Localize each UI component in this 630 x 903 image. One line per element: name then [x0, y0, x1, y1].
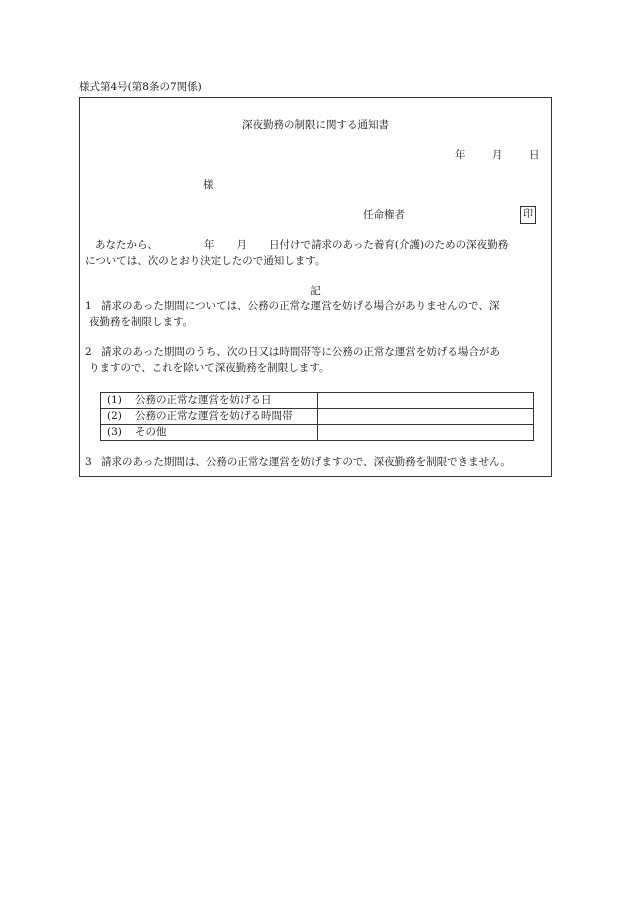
condition-value-cell[interactable] — [318, 409, 534, 425]
item-1-number: 1 — [85, 300, 92, 312]
item-2-number: 2 — [85, 346, 92, 358]
table-row — [101, 409, 534, 425]
date-month-label: 月 — [492, 149, 503, 161]
condition-index: (2) — [107, 410, 122, 422]
condition-label: 公務の正常な運営を妨げる日 — [135, 394, 272, 406]
item-3 — [85, 454, 545, 470]
addressee-suffix: 様 — [203, 179, 214, 191]
intro-prefix: あなたから、 — [95, 239, 158, 251]
table-row — [101, 393, 534, 409]
date-year-label: 年 — [455, 149, 466, 161]
table-row — [101, 425, 534, 441]
item-1 — [85, 298, 545, 330]
condition-label: その他 — [135, 426, 167, 438]
condition-index: (1) — [107, 394, 122, 406]
document-title: 深夜勤務の制限に関する通知書 — [242, 119, 389, 131]
intro-year: 年 — [204, 239, 215, 251]
intro-line-2: については、次のとおり決定したので通知します。 — [85, 255, 326, 267]
condition-index: (3) — [107, 426, 122, 438]
condition-label: 公務の正常な運営を妨げる時間帯 — [135, 410, 293, 422]
intro-suffix: 日付けで請求のあった養育(介護)のための深夜勤務 — [269, 239, 509, 251]
condition-value-cell[interactable] — [318, 425, 534, 441]
form-number: 様式第4号(第8条の7関係) — [79, 81, 202, 93]
item-2-line-2: りますので、これを除いて深夜勤務を制限します。 — [89, 362, 330, 374]
condition-label-cell — [101, 393, 318, 409]
item-3-number: 3 — [85, 456, 92, 468]
intro-month: 月 — [236, 239, 247, 251]
authority-label: 任命権者 — [363, 209, 405, 221]
item-1-line-1: 請求のあった期間については、公務の正常な運営を妨げる場合がありませんので、深 — [101, 300, 500, 312]
seal-box: 印 — [520, 206, 536, 224]
item-2-line-1: 請求のあった期間のうち、次の日又は時間帯等に公務の正常な運営を妨げる場合があ — [101, 346, 500, 358]
conditions-table — [100, 392, 534, 441]
item-2 — [85, 344, 545, 376]
item-3-line-1: 請求のあった期間は、公務の正常な運営を妨げますので、深夜勤務を制限できません。 — [101, 456, 511, 468]
condition-value-cell[interactable] — [318, 393, 534, 409]
intro-paragraph — [85, 237, 545, 269]
notice-frame — [79, 97, 552, 477]
date-day-label: 日 — [529, 149, 540, 161]
intro-line-1 — [85, 237, 545, 253]
ki-heading: 記 — [310, 285, 321, 297]
condition-label-cell — [101, 425, 318, 441]
condition-label-cell — [101, 409, 318, 425]
item-1-line-2: 夜勤務を制限します。 — [89, 316, 194, 328]
